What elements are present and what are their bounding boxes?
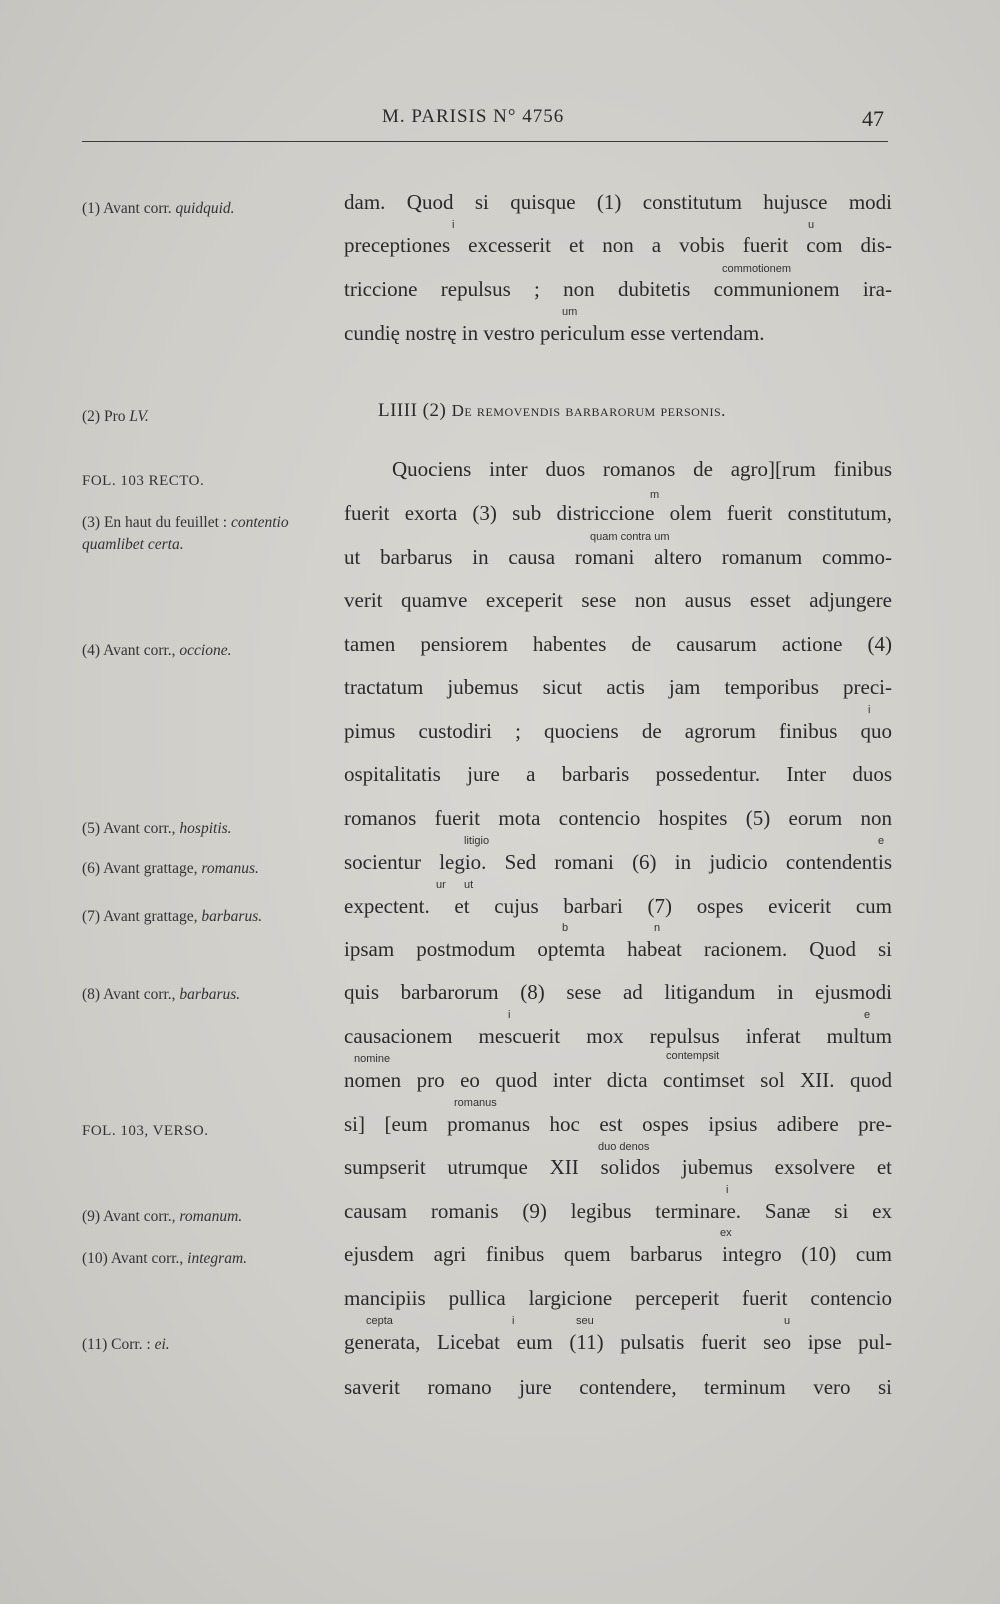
footnote-5: (5) Avant corr., hospitis. (82, 820, 232, 837)
footnote-7: (7) Avant grattage, barbarus. (82, 908, 263, 925)
text-line: cundię nostrę in vestro periculum esse vertendam. (344, 321, 765, 345)
text-line: socientur legio. Sed romani (6) in judicio contendentis (344, 850, 892, 874)
text-line: dam. Quod si quisque (1) constitutum hujusce modi (344, 190, 892, 214)
text-line: fuerit exorta (3) sub districcione olem fuerit constitutum, (344, 501, 892, 525)
interlinear-correction: b (562, 922, 569, 934)
header-rule (82, 141, 888, 142)
interlinear-correction: i (512, 1315, 515, 1327)
interlinear-correction: i (508, 1009, 511, 1021)
interlinear-correction: quam contra um (590, 531, 670, 543)
interlinear-correction: commotionem (722, 263, 792, 275)
folio-marker: FOL. 103, VERSO. (82, 1123, 209, 1139)
text-line: ejusdem agri finibus quem barbarus integro (10) cum (344, 1242, 892, 1266)
page-header (0, 104, 1000, 144)
interlinear-correction: m (650, 489, 660, 501)
interlinear-correction: e (878, 835, 885, 847)
interlinear-correction: ut (464, 879, 474, 891)
interlinear-correction: i (726, 1184, 729, 1196)
interlinear-correction: ur (436, 879, 446, 891)
text-line: quis barbarorum (8) sese ad litigandum in ejusmodi (344, 980, 892, 1004)
text-line: causacionem mescuerit mox repulsus inferat multum (344, 1024, 892, 1048)
text-line: ipsam postmodum optemta habeat racionem. Quod si (344, 937, 892, 961)
text-line: generata, Licebat eum (11) pulsatis fuerit seo ipse pul- (344, 1330, 892, 1354)
running-title: M. PARISIS N° 4756 (382, 106, 565, 127)
footnote-11: (11) Corr. : ei. (82, 1336, 170, 1353)
footnote-9: (9) Avant corr., romanum. (82, 1208, 243, 1225)
text-line: tractatum jubemus sicut actis jam temporibus preci- (344, 675, 892, 699)
text-line: sumpserit utrumque XII solidos jubemus exsolvere et (344, 1155, 892, 1179)
interlinear-correction: cepta (366, 1315, 393, 1327)
text-line: preceptiones excesserit et non a vobis fuerit com dis- (344, 233, 892, 257)
text-line: nomen pro eo quod inter dicta contimset sol XII. quod (344, 1068, 892, 1092)
footnote-6: (6) Avant grattage, romanus. (82, 860, 259, 877)
text-line: si] [eum promanus hoc est ospes ipsius adibere pre- (344, 1112, 892, 1136)
text-line: causam romanis (9) legibus terminare. Sanæ si ex (344, 1199, 892, 1223)
page-number: 47 (862, 106, 884, 131)
folio-marker: FOL. 103 RECTO. (82, 473, 205, 489)
footnote-1: (1) Avant corr. quidquid. (82, 200, 235, 217)
text-line: romanos fuerit mota contencio hospites (5) eorum non (344, 806, 892, 830)
interlinear-correction: n (654, 922, 661, 934)
interlinear-correction: contempsit (666, 1050, 720, 1062)
interlinear-correction: seu (576, 1315, 594, 1327)
footnote-4: (4) Avant corr., occione. (82, 642, 232, 659)
text-line: saverit romano jure contendere, terminum vero si (344, 1375, 892, 1399)
text-line: pimus custodiri ; quociens de agrorum finibus quo (344, 719, 892, 743)
footnote-3: (3) En haut du feuillet : contentio quamlibet certa. (82, 514, 289, 553)
interlinear-correction: u (784, 1315, 791, 1327)
interlinear-correction: ex (720, 1227, 732, 1239)
interlinear-correction: e (864, 1009, 871, 1021)
text-line: tamen pensiorem habentes de causarum actione (4) (344, 632, 892, 656)
text-line: expectent. et cujus barbari (7) ospes evicerit cum (344, 894, 892, 918)
interlinear-correction: duo denos (598, 1141, 650, 1153)
footnote-2: (2) Pro LV. (82, 408, 149, 425)
chapter-heading: LIIII (2) De removendis barbarorum personis. (378, 400, 726, 421)
footnote-10: (10) Avant corr., integram. (82, 1250, 248, 1267)
interlinear-correction: romanus (454, 1097, 497, 1109)
text-line: mancipiis pullica largicione perceperit fuerit contencio (344, 1286, 892, 1310)
text-line: verit quamve exceperit sese non ausus esset adjungere (344, 588, 892, 612)
interlinear-correction: litigio (464, 835, 490, 847)
text-line: ospitalitatis jure a barbaris possedentur. Inter duos (344, 762, 892, 786)
text-line: triccione repulsus ; non dubitetis communionem ira- (344, 277, 892, 301)
text-line: ut barbarus in causa romani altero romanum commo- (344, 545, 892, 569)
footnote-8: (8) Avant corr., barbarus. (82, 986, 241, 1003)
interlinear-correction: nomine (354, 1053, 391, 1065)
interlinear-correction: u (808, 219, 815, 231)
text-line: Quociens inter duos romanos de agro][rum finibus (392, 457, 892, 481)
interlinear-correction: i (868, 704, 871, 716)
interlinear-correction: i (452, 219, 455, 231)
interlinear-correction: um (562, 306, 578, 318)
